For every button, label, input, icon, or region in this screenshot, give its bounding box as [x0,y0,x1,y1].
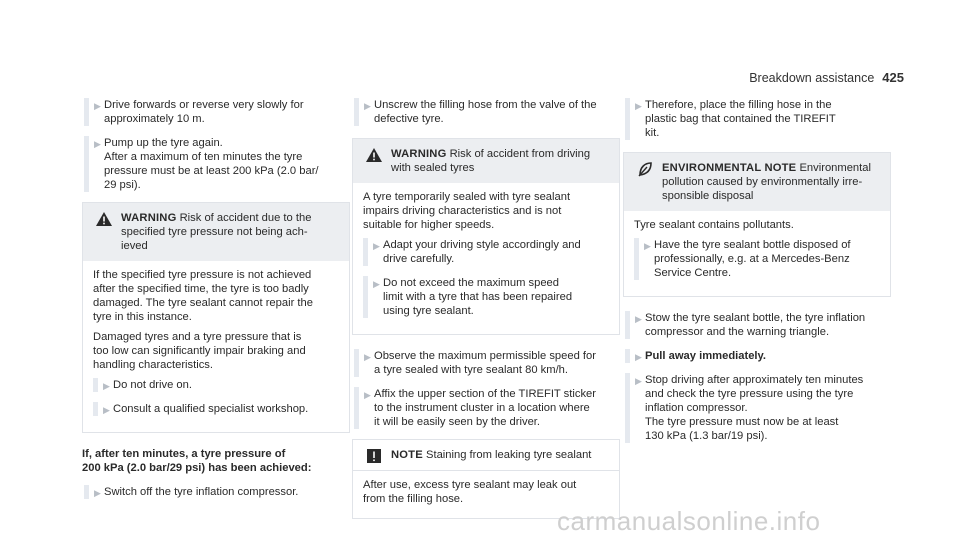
leaf-icon [636,161,654,177]
instruction-step: ▶ Have the tyre sealant bottle disposed of professionally, e.g. at a Mercedes-Benz Service Centre. [634,238,880,280]
warning-triangle-icon [365,147,383,163]
note-label: NOTE [391,449,423,461]
instruction-step: ▶ Switch off the tyre inflation compressor. [84,485,350,499]
triangle-arrow-icon: ▶ [635,352,642,362]
triangle-arrow-icon: ▶ [373,279,380,289]
warning-body [353,183,619,334]
instruction-step: ▶ Affix the upper section of the TIREFIT sticker to the instrument cluster in a location where it will be easily seen by the driver. [354,387,620,429]
instruction-step: ▶ Consult a qualified specialist workshop. [93,402,339,416]
instruction-step: ▶ Observe the maximum permissible speed for a tyre sealed with tyre sealant 80 km/h. [354,349,620,377]
warning-paragraph: If the specified tyre pressure is not achieved after the specified time, the tyre is too badly damaged. The tyre sealant cannot repair the tyre in this instance. [93,269,313,323]
triangle-arrow-icon: ▶ [635,376,642,386]
warning-triangle-icon [95,211,113,227]
triangle-arrow-icon: ▶ [373,241,380,251]
condition-subheading: If, after ten minutes, a tyre pressure of 200 kPa (2.0 bar/29 psi) has been achieved: [82,448,312,474]
warning-paragraph: Damaged tyres and a tyre pressure that is too low can significantly impair braking and handling characteristics. [93,331,306,371]
environmental-note-label: ENVIRONMENTAL NOTE [662,162,797,174]
warning-label: WARNING [391,148,447,160]
instruction-step: ▶ Pull away immediately. [625,349,891,363]
triangle-arrow-icon: ▶ [103,405,110,415]
column-2 [352,98,620,533]
triangle-arrow-icon: ▶ [644,241,651,251]
note-paragraph: After use, excess tyre sealant may leak out from the filling hose. [363,479,577,505]
environmental-note-header: ENVIRONMENTAL NOTE Environmental pollution caused by environmentally irre- sponsible disposal [624,153,890,211]
instruction-step: ▶ Unscrew the filling hose from the valve of the defective tyre. [354,98,620,126]
triangle-arrow-icon: ▶ [364,352,371,362]
instruction-step: ▶ Do not exceed the maximum speed limit with a tyre that has been repaired using tyre sealant. [363,276,609,318]
column-3 [623,98,891,453]
warning-label: WARNING [121,212,177,224]
triangle-arrow-icon: ▶ [635,101,642,111]
warning-header: WARNING Risk of accident due to the specified tyre pressure not being ach- ieved [83,203,349,261]
triangle-arrow-icon: ▶ [94,488,101,498]
page-header [749,70,904,85]
triangle-arrow-icon: ▶ [103,381,110,391]
instruction-step: ▶ Stow the tyre sealant bottle, the tyre inflation compressor and the warning triangle. [625,311,891,339]
triangle-arrow-icon: ▶ [94,101,101,111]
triangle-arrow-icon: ▶ [364,390,371,400]
instruction-step: ▶ Pump up the tyre again. After a maximum of ten minutes the tyre pressure must be at least 200 kPa (2.0 bar/ 29 psi). [84,136,350,192]
note-header: NOTE Staining from leaking tyre sealant [353,440,619,471]
triangle-arrow-icon: ▶ [635,314,642,324]
warning-header: WARNING Risk of accident from driving with sealed tyres [353,139,619,183]
triangle-arrow-icon: ▶ [94,139,101,149]
warning-box [352,138,620,335]
environmental-note-body [624,211,890,296]
environmental-note-box [623,152,891,297]
column-1 [82,98,350,509]
instruction-step: ▶ Do not drive on. [93,378,339,392]
environmental-paragraph: Tyre sealant contains pollutants. [634,219,794,231]
instruction-step: ▶ Drive forwards or reverse very slowly for approximately 10 m. [84,98,350,126]
page-number: 425 [882,70,904,85]
triangle-arrow-icon: ▶ [364,101,371,111]
warning-box [82,202,350,433]
instruction-step: ▶ Adapt your driving style accordingly and drive carefully. [363,238,609,266]
exclamation-square-icon [365,448,383,464]
warning-paragraph: A tyre temporarily sealed with tyre sealant impairs driving characteristics and is not suitable for higher speeds. [363,191,571,231]
watermark: carmanualsonline.info [557,506,821,536]
section-title: Breakdown assistance [749,71,875,85]
instruction-step: ▶ Stop driving after approximately ten minutes and check the tyre pressure using the tyre inflation compressor. The tyre pressure must now be at least 130 kPa (1.3 bar/19 psi). [625,373,891,443]
instruction-step: ▶ Therefore, place the filling hose in the plastic bag that contained the TIREFIT kit. [625,98,891,140]
warning-body [83,261,349,432]
